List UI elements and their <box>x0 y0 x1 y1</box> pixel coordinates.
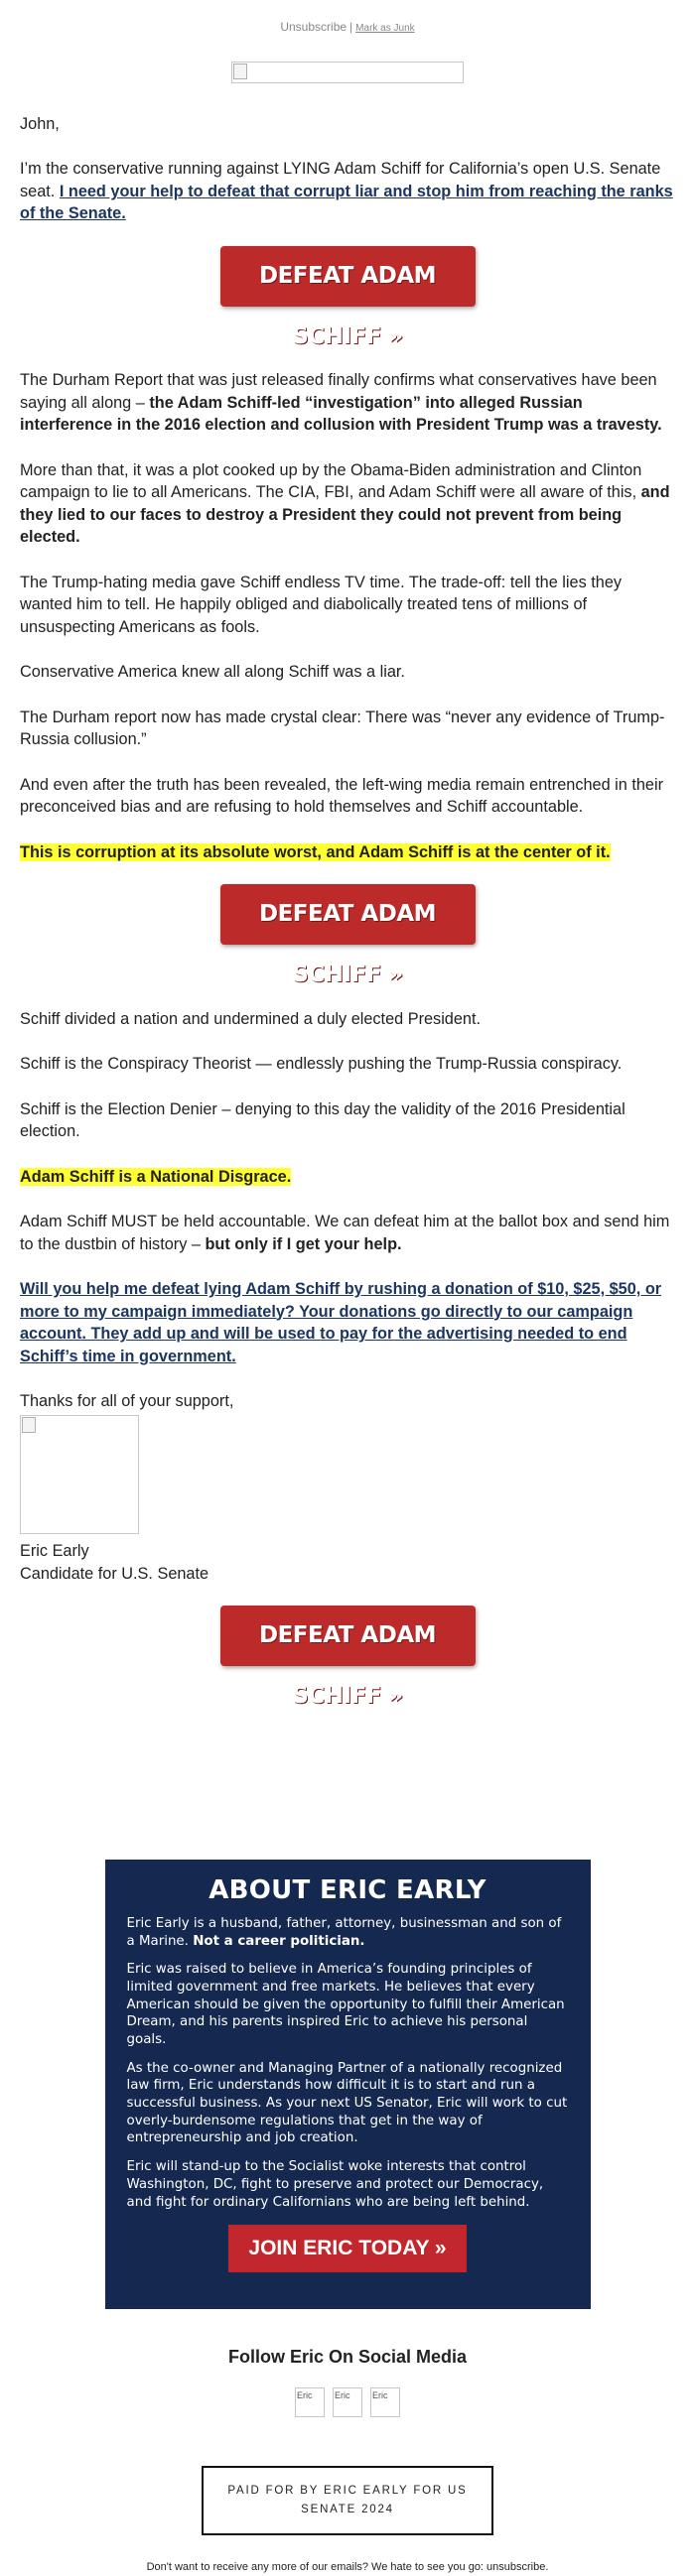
cta-container-2 <box>20 863 675 1007</box>
thanks-line: Thanks for all of your support, <box>20 1391 234 1410</box>
signature-title: Candidate for U.S. Senate <box>20 1564 209 1583</box>
highlight-corruption-text: This is corruption at its absolute worst, and Adam Schiff is at the center of it. <box>20 842 611 861</box>
help-link[interactable]: I need your help to defeat that corrupt liar and stop him from reaching the ranks of the Senate. <box>20 182 673 223</box>
paid-by-line-2: SENATE 2024 <box>301 2503 394 2515</box>
broken-signature-image <box>20 1415 139 1534</box>
footer-text: Don't want to receive any more of our emails? We hate to see you go: <box>146 2560 487 2573</box>
facebook-icon[interactable]: Eric <box>295 2387 325 2417</box>
cta-container-3 <box>20 1585 675 1729</box>
paragraph-bias: And even after the truth has been revealed, the left-wing media remain entrenched in their preconceived bias and are refusing to hold themselves and Schiff accountable. <box>20 775 664 817</box>
donate-link[interactable]: Will you help me defeat lying Adam Schiff by rushing a donation of $10, $25, $50, or more to my campaign immediately? Your donations go directly to our campaign account. They add up and will be used to pay for the advertising needed to end Schiff’s time in government. <box>20 1280 662 1365</box>
highlight-corruption <box>20 841 675 863</box>
paragraph-media: The Trump-hating media gave Schiff endless TV time. The trade-off: tell the lies they wanted him to tell. He happily obliged and diabolically treated tens of millions of unsuspecting Americans as fools. <box>20 573 623 636</box>
greeting: John, <box>20 115 60 133</box>
paragraph-accountable <box>20 1211 675 1255</box>
join-container <box>127 2225 569 2272</box>
paragraph-intro <box>20 158 675 224</box>
mark-as-junk-link[interactable]: Mark as Junk <box>355 23 415 34</box>
plot-text: More than that, it was a plot cooked up by the Obama-Biden administration and Clinton campaign to lie to all Americans. The CIA, FBI, and Adam Schiff were all aware of this, <box>20 460 642 502</box>
paid-by-line-1: PAID FOR BY ERIC EARLY FOR US <box>227 2484 468 2497</box>
paragraph-divided: Schiff divided a nation and undermined a duly elected President. <box>20 1009 482 1028</box>
highlight-disgrace <box>20 1166 675 1188</box>
defeat-schiff-button[interactable]: DEFEAT ADAM SCHIFF » <box>220 884 476 945</box>
durham-text: The Durham Report that was just released finally confirms what conservatives have been saying all along – <box>20 371 657 412</box>
email-body <box>0 113 695 1730</box>
header-separator: | <box>349 20 353 34</box>
cta-container-1 <box>20 225 675 369</box>
footer-unsubscribe <box>0 2561 695 2573</box>
about-panel <box>105 1860 591 2309</box>
paragraph-durham <box>20 369 675 436</box>
about-paragraph-1 <box>127 1915 569 1950</box>
signature-name: Eric Early <box>20 1542 89 1561</box>
instagram-icon[interactable]: Eric <box>370 2387 400 2417</box>
intro-text: I’m the conservative running against LYING Adam Schiff for California’s open U.S. Senate seat. <box>20 160 661 200</box>
email-header-links <box>0 0 695 40</box>
broken-image-icon <box>22 1417 36 1433</box>
broken-logo-image <box>231 62 464 83</box>
social-heading: Follow Eric On Social Media <box>227 2346 468 2367</box>
footer-unsubscribe-link[interactable]: unsubscribe. <box>486 2560 549 2573</box>
highlight-disgrace-text: Adam Schiff is a National Disgrace. <box>20 1167 292 1186</box>
plot-bold: and they lied to our faces to destroy a President they could not prevent from being elected. <box>20 483 670 547</box>
paid-by-box <box>202 2466 493 2535</box>
donate-paragraph <box>20 1278 675 1367</box>
paid-by-container <box>0 2466 695 2535</box>
broken-image-icon <box>233 64 247 79</box>
paragraph-denier: Schiff is the Election Denier – denying to this day the validity of the 2016 Presidential election. <box>20 1099 626 1141</box>
logo-container <box>0 62 695 83</box>
about-heading: ABOUT ERIC EARLY <box>208 1874 486 1905</box>
accountable-text: Adam Schiff MUST be held accountable. We can defeat him at the ballot box and send him to the dustbin of history – <box>20 1213 670 1253</box>
accountable-bold: but only if I get your help. <box>205 1234 402 1253</box>
paragraph-conspiracy: Schiff is the Conspiracy Theorist — endlessly pushing the Trump-Russia conspiracy. <box>20 1055 623 1074</box>
paragraph-plot <box>20 459 675 549</box>
paragraph-liar: Conservative America knew all along Schiff was a liar. <box>20 663 405 682</box>
join-eric-button[interactable]: JOIN ERIC TODAY » <box>228 2225 467 2272</box>
social-icons <box>0 2387 695 2417</box>
defeat-schiff-button[interactable]: DEFEAT ADAM SCHIFF » <box>220 1606 476 1666</box>
durham-bold: the Adam Schiff-led “investigation” into alleged Russian interference in the 2016 election and collusion with President Trump was a travesty. <box>20 393 662 435</box>
about-intro-bold: Not a career politician. <box>193 1933 365 1949</box>
paragraph-report: The Durham report now has made crystal clear: There was “never any evidence of Trump-Russia collusion.” <box>20 708 665 749</box>
about-paragraph-4: Eric will stand-up to the Socialist woke interests that control Washington, DC, fight to preserve and protect our Democracy, and fight for ordinary Californians who are being left behind. <box>126 2159 544 2210</box>
about-paragraph-2: Eric was raised to believe in America’s founding principles of limited government and free markets. He believes that every American should be given the opportunity to fulfill their American Dream, and his parents inspired Eric to achieve his personal goals. <box>126 1962 565 2048</box>
unsubscribe-link[interactable]: Unsubscribe <box>280 20 348 34</box>
defeat-schiff-button[interactable]: DEFEAT ADAM SCHIFF » <box>220 246 476 307</box>
twitter-icon[interactable]: Eric <box>333 2387 362 2417</box>
about-intro-text: Eric Early is a husband, father, attorney, businessman and son of a Marine. <box>126 1915 562 1949</box>
about-paragraph-3: As the co-owner and Managing Partner of a nationally recognized law firm, Eric understands how difficult it is to start and run a successful business. As your next US Senator, Eric will work to cut overly-burdensome regulations that get in the way of entrepreneurship and job creation. <box>126 2060 568 2146</box>
